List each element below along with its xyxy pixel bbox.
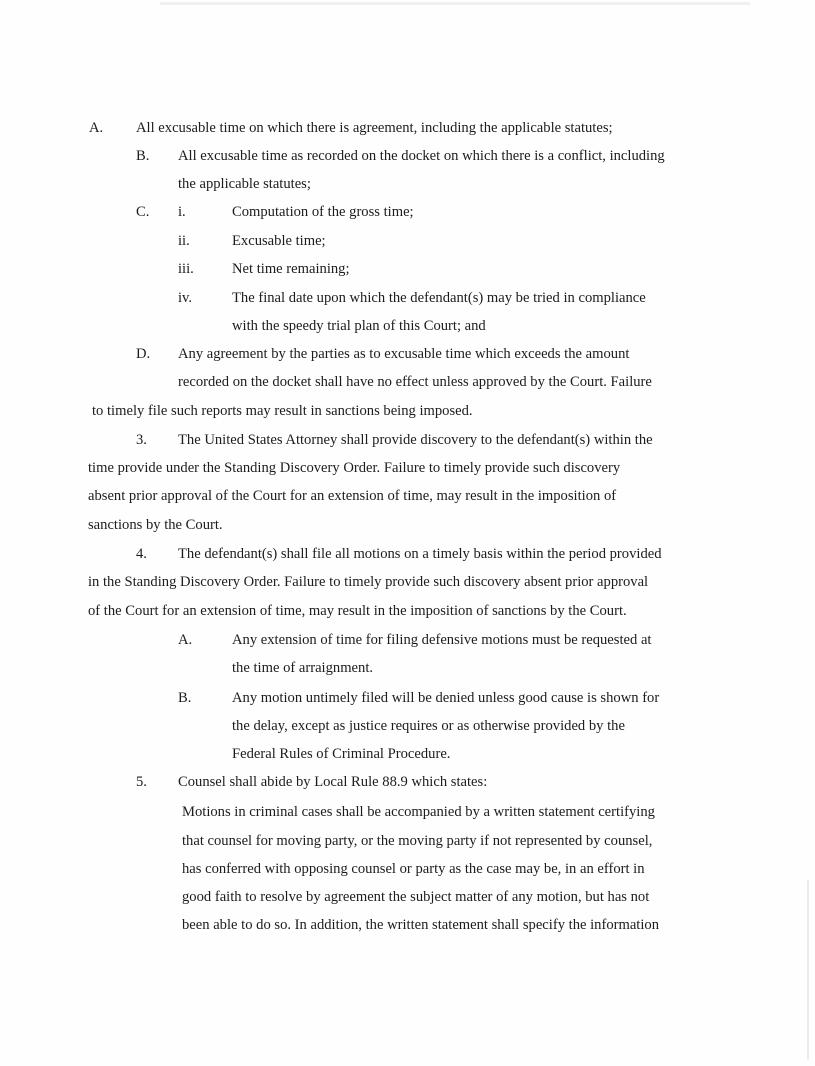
rule-quote-line1: Motions in criminal cases shall be accompanied by a written statement certifying [182, 804, 655, 820]
para-4-b-line1: Any motion untimely filed will be denied unless good cause is shown for [232, 690, 660, 706]
rule-quote-line2: that counsel for moving party, or the moving party if not represented by counsel, [182, 833, 653, 849]
para-4-number: 4. [136, 546, 147, 562]
para-4-line1: The defendant(s) shall file all motions on a timely basis within the period provided [178, 546, 662, 562]
item-d-line3: to timely file such reports may result in sanctions being imposed. [92, 403, 473, 419]
para-4-b-marker: B. [178, 690, 192, 706]
item-c-i-marker: i. [178, 204, 186, 220]
para-3-line1: The United States Attorney shall provide discovery to the defendant(s) within the [178, 432, 653, 448]
para-4-b-line3: Federal Rules of Criminal Procedure. [232, 746, 451, 762]
rule-quote-line4: good faith to resolve by agreement the subject matter of any motion, but has not [182, 889, 650, 905]
item-c-iv-line2: with the speedy trial plan of this Court; and [232, 318, 486, 334]
para-3-line4: sanctions by the Court. [88, 517, 223, 533]
item-d-line2: recorded on the docket shall have no effect unless approved by the Court. Failure [178, 374, 652, 390]
rule-quote-line5: been able to do so. In addition, the written statement shall specify the information [182, 917, 660, 933]
item-d-line1: Any agreement by the parties as to excusable time which exceeds the amount [178, 346, 630, 362]
para-4-b-line2: the delay, except as justice requires or as otherwise provided by the [232, 718, 625, 734]
scan-mark [160, 2, 750, 5]
item-b-line1: All excusable time as recorded on the docket on which there is a conflict, including [178, 148, 665, 164]
para-5-intro: Counsel shall abide by Local Rule 88.9 which states: [178, 774, 488, 790]
item-c-iii-text: Net time remaining; [232, 261, 350, 277]
item-a-marker: A. [89, 120, 104, 136]
scan-edge [807, 880, 809, 1060]
item-c-iv-marker: iv. [178, 290, 193, 306]
para-3-line2: time provide under the Standing Discovery Order. Failure to timely provide such discovery [88, 460, 621, 476]
item-c-iii-marker: iii. [178, 261, 194, 277]
rule-quote-line3: has conferred with opposing counsel or party as the case may be, in an effort in [182, 861, 645, 877]
item-c-ii-marker: ii. [178, 233, 190, 249]
para-3-line3: absent prior approval of the Court for an extension of time, may result in the imposition of [88, 488, 617, 504]
para-4-line2: in the Standing Discovery Order. Failure to timely provide such discovery absent prior approval [88, 574, 649, 590]
item-d-marker: D. [136, 346, 151, 362]
item-b-marker: B. [136, 148, 150, 164]
item-c-ii-text: Excusable time; [232, 233, 326, 249]
para-3-number: 3. [136, 432, 147, 448]
item-b-line2: the applicable statutes; [178, 176, 311, 192]
item-a-text: All excusable time on which there is agreement, including the applicable statutes; [136, 120, 613, 136]
item-c-iv-line1: The final date upon which the defendant(s) may be tried in compliance [232, 290, 646, 306]
para-5-number: 5. [136, 774, 147, 790]
para-4-a-line2: the time of arraignment. [232, 660, 374, 676]
item-c-marker: C. [136, 204, 150, 220]
para-4-line3: of the Court for an extension of time, may result in the imposition of sanctions by the Court. [88, 603, 627, 619]
para-4-a-line1: Any extension of time for filing defensive motions must be requested at [232, 632, 652, 648]
para-4-a-marker: A. [178, 632, 193, 648]
item-c-i-text: Computation of the gross time; [232, 204, 414, 220]
